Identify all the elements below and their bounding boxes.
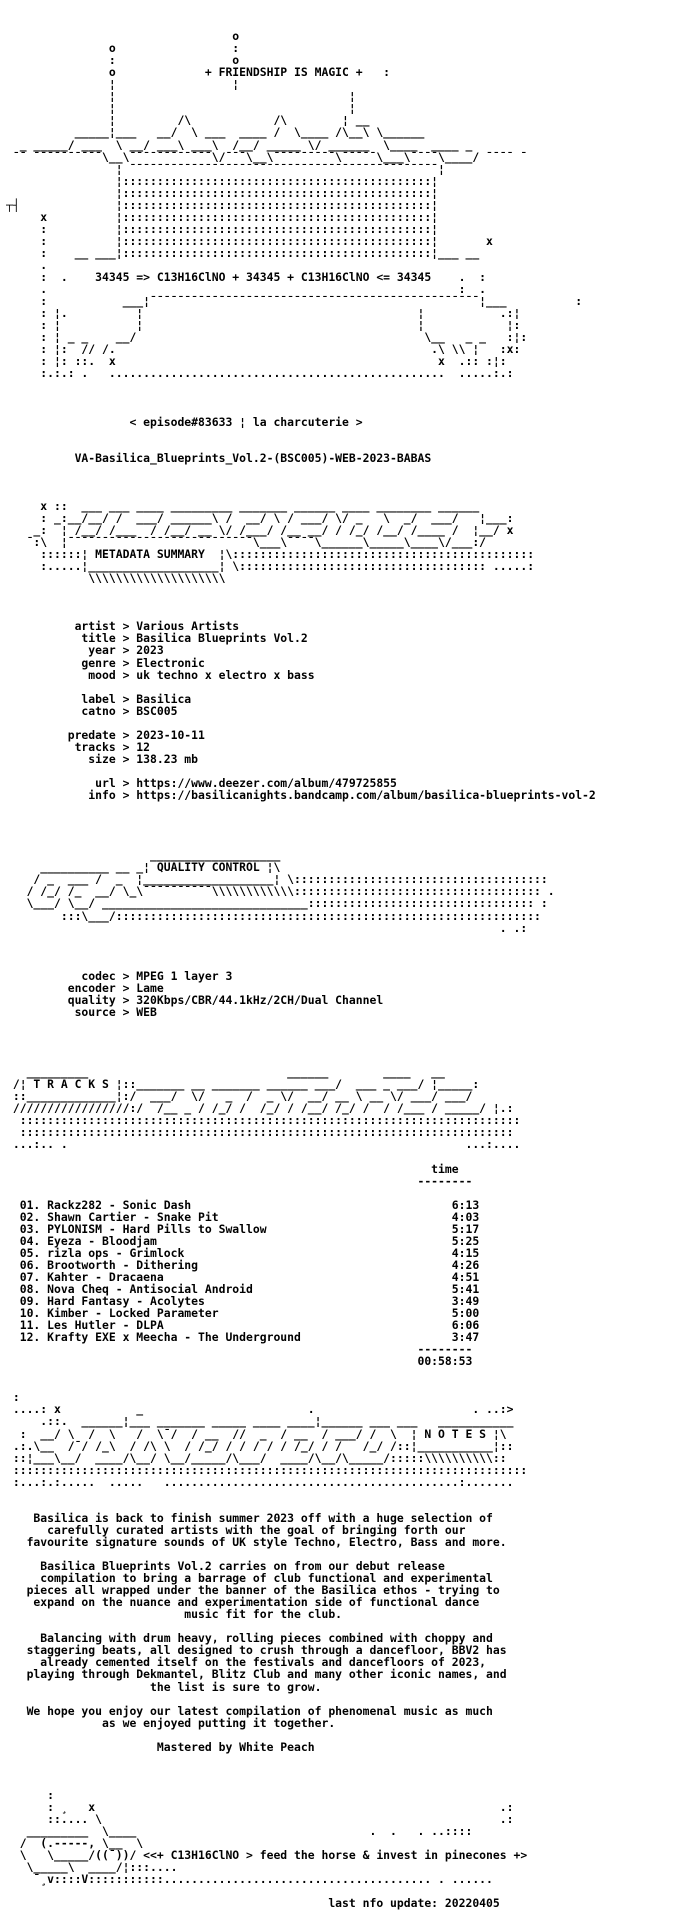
- nfo-line: quality > 320Kbps/CBR/44.1kHz/2CH/Dual Channel: [6, 992, 384, 1007]
- nfo-line: ┬┤ ¦:::::::::::::::::::::::::::::::::::::::::::::¦: [6, 197, 439, 212]
- nfo-line: ¦ ¯¯¯¯¯¯¯¯¯¯¯¯¯¯¯¯¯¯¯¯¯¯¯¯¯¯¯¯¯¯¯¯¯¯¯¯¯¯¯¯¯¯¯¯¯¦: [6, 161, 445, 176]
- nfo-line: as we enjoyed putting it together.: [6, 1715, 336, 1730]
- nfo-line: staggering beats, all designed to crush through a dancefloor, BBV2 has: [6, 1643, 507, 1658]
- nfo-line: [6, 464, 690, 476]
- nfo-line: : ¦:::::::::::::::::::::::::::::::::::::::::::::¦: [6, 221, 439, 236]
- nfo-line: / /_/ /_ __/ \_\¯¯¯¯¯¯¯¯¯¯\\\\\\\\\\\\:::::::::::::::::::::::::::::::::::: .: [6, 884, 555, 899]
- nfo-line: [6, 801, 690, 813]
- nfo-line: 02. Shawn Cartier - Snake Pit 4:03: [6, 1209, 480, 1224]
- nfo-line: __________ __ _¦ QUALITY CONTROL ¦\: [6, 860, 281, 875]
- nfo-line: :: [6, 1390, 20, 1405]
- nfo-line: o + FRIENDSHIP IS MAGIC + :: [6, 65, 391, 80]
- nfo-line: 04. Eyeza - Bloodjam 5:25: [6, 1233, 480, 1248]
- nfo-line: : ¦: ::. x x .:: :¦:: [6, 354, 507, 369]
- nfo-line: [6, 584, 690, 596]
- nfo-line: [6, 1030, 690, 1042]
- nfo-line: expand on the nuance and experimentation side of functional dance: [6, 1595, 480, 1610]
- nfo-line: :.:.: . ................................................. .....:.:: [6, 366, 514, 381]
- nfo-line: [6, 1150, 690, 1162]
- nfo-line: [6, 379, 690, 391]
- nfo-line: : ¦ ¦ ¦ ¦:: [6, 318, 521, 333]
- nfo-line: 09. Hard Fantasy - Acolytes 3:49: [6, 1294, 480, 1309]
- nfo-line: : o: [6, 53, 240, 68]
- nfo-line: label > Basilica: [6, 691, 192, 706]
- nfo-line: .:.\__ /¯/ /_\ / /\ \ / /_/ / / / / / /_/ / / /_/ /::¦___________¦::: [6, 1438, 514, 1453]
- nfo-line: : _:__/__/ / ___/ ______\ / __/ \ / ___/ \/ _ \ _/ ___/ ¦___:: [6, 510, 514, 525]
- nfo-line[interactable]: url > https://www.deezer.com/album/479725855: [6, 776, 397, 790]
- nfo-line: [6, 428, 690, 440]
- nfo-line[interactable]: info > https://basilicanights.bandcamp.com/album/basilica-blueprints-vol-2: [6, 788, 596, 803]
- nfo-line: ::_____________¦:/ ___/ \/ _ / _ \/ __/ __ \ __ \/ ___/ ___/: [6, 1089, 473, 1104]
- nfo-line: [6, 934, 690, 946]
- nfo-line: last nfo update: 20220405: [6, 1896, 500, 1911]
- nfo-line: tracks > 12: [6, 739, 151, 754]
- nfo-line: ¦:::::::::::::::::::::::::::::::::::::::::::::¦: [6, 173, 439, 188]
- nfo-line: 00:58:53: [6, 1354, 473, 1369]
- nfo-line: : __/ \ / \ / \¯/ / __ // _ / __ / ___/ / \ ¦ N O T E S ¦\: [6, 1426, 507, 1441]
- nfo-line: [6, 813, 690, 825]
- nfo-line: ¯:\ ¦¯¯¯¯¯¯¯¯¯¯¯¯¯¯¯¯¯¯¯¯¯¯¯¯¯¯¯\___\¯¯¯¯\______\_____\____\/___:/: [6, 535, 487, 550]
- nfo-line: : __ ___¦:::::::::::::::::::::::::::::::::::::::::::::¦___ __: [6, 245, 480, 260]
- nfo-line: [6, 404, 690, 416]
- nfo-line: _________ \____ . . . ..::::: [6, 1824, 473, 1839]
- nfo-line: pieces all wrapped under the banner of the Basilica ethos - trying to: [6, 1583, 500, 1598]
- nfo-line: ::::::¦ METADATA SUMMARY ¦\::::::::::::::::::::::::::::::::::::::::::::: [6, 547, 535, 562]
- nfo-line: --------: [6, 1342, 473, 1357]
- nfo-line: [6, 825, 690, 837]
- nfo-line: [6, 1367, 690, 1379]
- nfo-line: [6, 717, 690, 729]
- nfo-line: \ \_____/((¯))/ <<+ C13H16ClNO > feed the horse & invest in pinecones +>: [6, 1848, 528, 1863]
- nfo-line: :...:.:..... ..... ...........................................:.......: [6, 1474, 514, 1489]
- nfo-line: the list is sure to grow.: [6, 1679, 322, 1694]
- nfo-line: / _ ___ / _ ¦___________________¦ \:::::::::::::::::::::::::::::::::::::: [6, 872, 548, 887]
- nfo-line: ::.... \ .:: [6, 1812, 514, 1827]
- nfo-line: --------: [6, 1173, 473, 1188]
- nfo-line: ¯¸v::::V:::::::::::....................................... . ......: [6, 1872, 493, 1887]
- nfo-line: _ _____/ ___ \ __/ ___\ ___\ /__/ _____ \/ ______ \____ ____ _: [6, 137, 473, 152]
- nfo-line: :::::::::::::::::::::::::::::::::::::::::::::::::::::::::::::::::::::::::: [6, 1113, 521, 1128]
- nfo-line: 01. Rackz282 - Sonic Dash 6:13: [6, 1197, 480, 1212]
- nfo-line: encoder > Lame: [6, 980, 164, 995]
- nfo-line: :::\___/::::::::::::::::::::::::::::::::::::::::::::::::::::::::::::::: [6, 908, 541, 923]
- nfo-line: _________ ______ ____ __: [6, 1065, 445, 1080]
- nfo-line: ¦:::::::::::::::::::::::::::::::::::::::::::::¦: [6, 185, 439, 200]
- nfo-line: :::::::::::::::::::::::::::::::::::::::::::::::::::::::::::::::::::::::::::: [6, 1462, 528, 1477]
- nfo-line: : ¦ _ _ __/ \__ _ _ :¦:: [6, 330, 528, 345]
- nfo-line: \\\\\\\\\\\\\\\\\\\\: [6, 571, 226, 586]
- nfo-line: music fit for the club.: [6, 1607, 343, 1622]
- nfo-line: /¦ T R A C K S ¦::_______ __ _______ ______ ___/ ___ _ ___/ ¦_____:: [6, 1077, 480, 1092]
- nfo-line: .::. ______¦___ _______ _____ ____ ____¦______ ___ ___ ___________: [6, 1414, 514, 1429]
- nfo-line: [6, 1379, 690, 1391]
- nfo-line: 06. Brootworth - Dithering 4:26: [6, 1257, 480, 1272]
- nfo-line: / (.-----, \__ \: [6, 1836, 144, 1851]
- nfo-line: o: [6, 29, 240, 44]
- nfo-line: codec > MPEG 1 layer 3: [6, 968, 233, 983]
- nfo-line: [6, 476, 690, 488]
- nfo-line: [6, 392, 690, 404]
- nfo-line: 07. Kahter - Dracaena 4:51: [6, 1269, 480, 1284]
- nfo-line: . : .: [6, 282, 487, 297]
- nfo-line: artist > Various Artists: [6, 619, 240, 634]
- nfo-line: source > WEB: [6, 1004, 157, 1019]
- nfo-line: _____¦___ __/ \ ___ ____ / \____ /\__\ \______: [6, 125, 425, 140]
- nfo-line: mood > uk techno x electro x bass: [6, 667, 315, 682]
- nfo-line: o :: [6, 41, 240, 56]
- nfo-line: :.....¦___________________¦ \:::::::::::::::::::::::::::::::::::: .....:: [6, 559, 535, 574]
- nfo-line: ¦ ¦: [6, 89, 356, 104]
- nfo-line: < episode#83633 ¦ la charcuterie >: [6, 414, 363, 429]
- nfo-line: ...:.. . ...:....: [6, 1137, 521, 1152]
- nfo-line: .: [6, 257, 48, 272]
- nfo-line: [6, 958, 690, 970]
- nfo-line: size > 138.23 mb: [6, 751, 199, 766]
- nfo-line: [6, 596, 690, 608]
- nfo-line: [6, 1765, 690, 1777]
- nfo-line: ....: x _ . . ..:>: [6, 1402, 514, 1417]
- nfo-line: [6, 1042, 690, 1054]
- nfo-line: [6, 946, 690, 958]
- nfo-line: ___________________: [6, 848, 281, 863]
- nfo-line: already cemented itself on the festivals and dancefloors of 2023,: [6, 1655, 487, 1670]
- nfo-line: [6, 1777, 690, 1789]
- nfo-line: [6, 1729, 690, 1741]
- nfo-line: title > Basilica Blueprints Vol.2: [6, 631, 308, 646]
- nfo-line: 05. rizla ops - Grimlock 4:15: [6, 1245, 480, 1260]
- nfo-line: ¦ /\ /\ ¦ __: [6, 113, 370, 128]
- nfo-line: 03. PYLONISM - Hard Pills to Swallow 5:17: [6, 1221, 480, 1236]
- nfo-line: compilation to bring a barrage of club functional and experimental: [6, 1571, 493, 1586]
- nfo-line: Balancing with drum heavy, rolling pieces combined with choppy and: [6, 1631, 493, 1646]
- nfo-line: catno > BSC005: [6, 703, 178, 718]
- nfo-line: :: [6, 1787, 55, 1802]
- nfo-line: \_____\ ____/¦:::....: [6, 1860, 178, 1875]
- nfo-line: 12. Krafty EXE x Meecha - The Underground 3:47: [6, 1330, 480, 1345]
- nfo-line: [6, 1018, 690, 1030]
- nfo-line: [6, 1753, 690, 1765]
- nfo-line: ::::::::::::::::::::::::::::::::::::::::::::::::::::::::::::::::::::::::: [6, 1125, 514, 1140]
- nfo-line: 08. Nova Cheq - Antisocial Android 5:41: [6, 1281, 480, 1296]
- nfo-line: 11. Les Hutler - DLPA 6:06: [6, 1318, 480, 1333]
- nfo-line: : . 34345 => C13H16ClNO + 34345 + C13H16ClNO <= 34345 . :: [6, 270, 487, 285]
- nfo-line: ¦ ¦: [6, 101, 356, 116]
- nfo-line: x :: ___ ___ ____ _________ _______ ______ ____ ________ ______: [6, 498, 480, 513]
- nfo-line: : ¦. ¦ ¦ .:¦: [6, 306, 521, 321]
- nfo-line: VA-Basilica_Blueprints_Vol.2-(BSC005)-WEB-2023-BABAS: [6, 450, 432, 465]
- nfo-line: _: ¦ /__/ /___ / /__/ __ \/ /___/ /__ __/ / /_/ /__/ /____ / ¦__/ x: [6, 523, 514, 538]
- nfo-line: Basilica Blueprints Vol.2 carries on from our debut release: [6, 1559, 445, 1574]
- nfo-document: [6, 6, 690, 1921]
- nfo-line: ¦ ¦: [6, 77, 240, 92]
- nfo-line: genre > Electronic: [6, 655, 205, 670]
- nfo-line: favourite signature sounds of UK style Techno, Electro, Bass and more.: [6, 1534, 507, 1549]
- nfo-line: predate > 2023-10-11: [6, 727, 205, 742]
- nfo-line: [6, 1488, 690, 1500]
- nfo-line: [6, 1885, 690, 1897]
- nfo-line: [6, 440, 690, 452]
- nfo-line: ::¦___\__/ ____/\__/ \__/_____/\___/ ____/\__/\_____/:::::\\\\\\\\\\::: [6, 1450, 507, 1465]
- nfo-line: [6, 1187, 690, 1199]
- nfo-line: 10. Kimber - Locked Parameter 5:00: [6, 1306, 480, 1321]
- nfo-line: . .:: [6, 920, 528, 935]
- nfo-line: /////////////////:/ /__ _ / /_/ / /_/ / /__/ /_/ / / /___ / _____/ ¦.:: [6, 1101, 514, 1116]
- nfo-line: \___/ \__/ ______________________________::::::::::::::::::::::::::::::::: :: [6, 896, 548, 911]
- nfo-line: : ¦:::::::::::::::::::::::::::::::::::::::::::::¦ x: [6, 233, 493, 248]
- nfo-line: Basilica is back to finish summer 2023 off with a huge selection of: [6, 1510, 493, 1525]
- nfo-line: : ¸ x .:: [6, 1799, 514, 1814]
- nfo-line: [6, 681, 690, 693]
- nfo-line: time: [6, 1161, 459, 1176]
- nfo-line: [6, 1693, 690, 1705]
- nfo-line: Mastered by White Peach: [6, 1739, 315, 1754]
- nfo-line: playing through Dekmantel, Blitz Club and many other iconic names, and: [6, 1667, 507, 1682]
- nfo-line: ¯¯ ¯¯¯¯¯¯¯¯¯¯\__\¯¯¯¯¯¯¯¯¯¯¯¯\/¯¯¯\__\¯¯¯¯¯¯¯¯¯\¯¯¯¯¯\___\¯¯¯¯\____/ ¯¯¯¯ ¯: [6, 149, 528, 164]
- nfo-line: x ¦:::::::::::::::::::::::::::::::::::::::::::::¦: [6, 209, 439, 224]
- nfo-line: We hope you enjoy our latest compilation of phenomenal music as much: [6, 1703, 493, 1718]
- nfo-body: [6, 30, 690, 1909]
- nfo-line: carefully curated artists with the goal of bringing forth our: [6, 1522, 466, 1537]
- nfo-line: : ___¦¯¯¯¯¯¯¯¯¯¯¯¯¯¯¯¯¯¯¯¯¯¯¯¯¯¯¯¯¯¯¯¯¯¯¯¯¯¯¯¯¯¯¯¯¯¯¯¯¦___ :: [6, 294, 583, 309]
- nfo-line: year > 2023: [6, 643, 164, 658]
- nfo-line: : ¦: // /. .\ \\ ¦ :x:: [6, 342, 521, 357]
